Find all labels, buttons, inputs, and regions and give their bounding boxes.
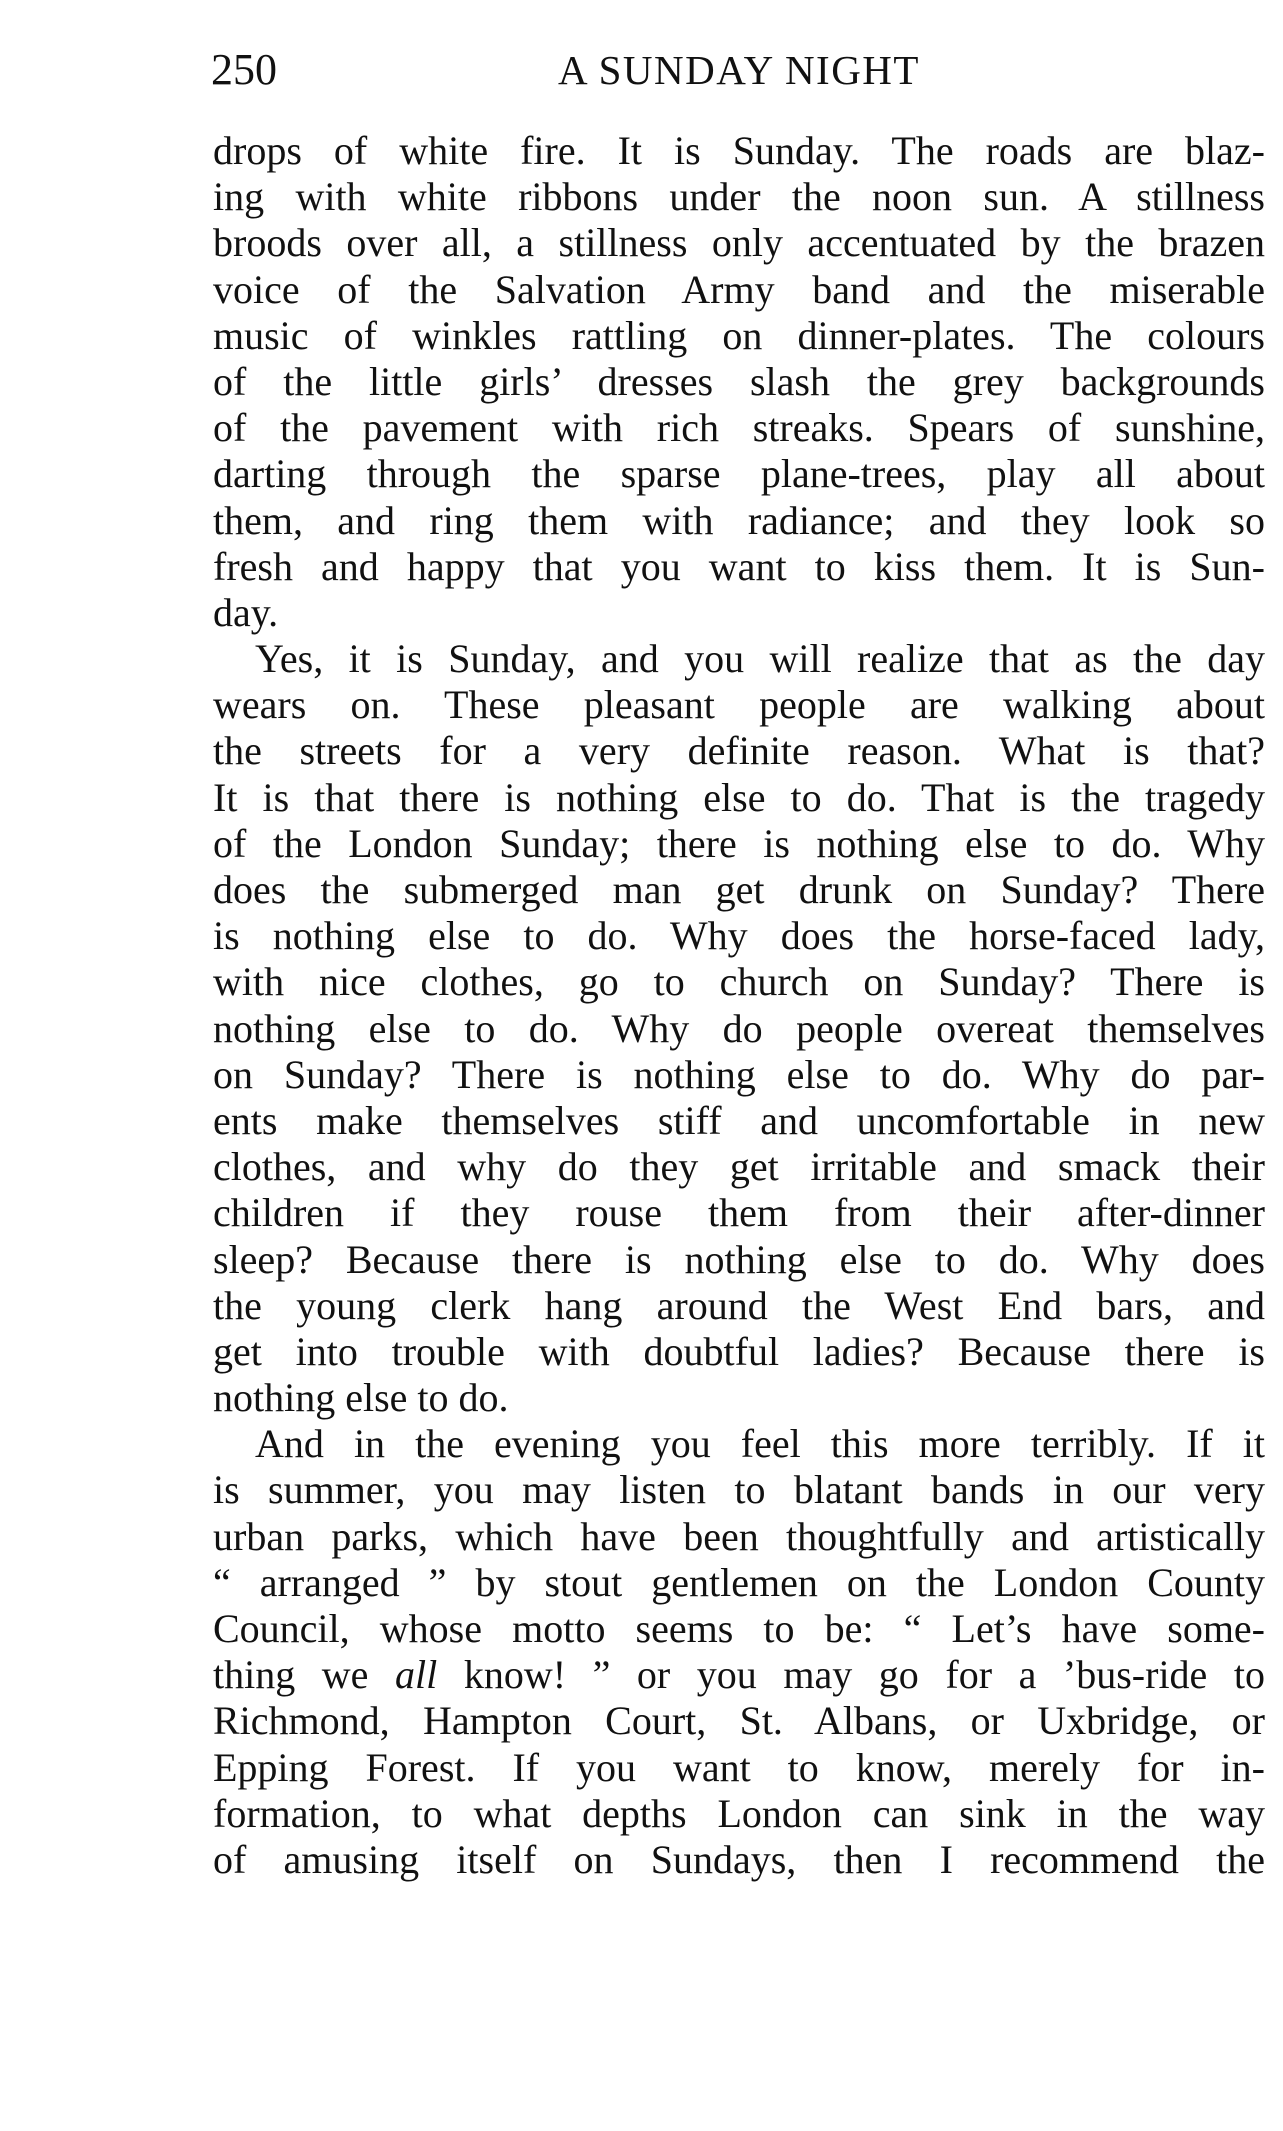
text-line: thing we all know! ” or you may go for a ’bus-ride to	[213, 1652, 1265, 1698]
running-head: A SUNDAY NIGHT	[558, 47, 920, 93]
text-line: the young clerk hang around the West End bars, and	[213, 1282, 1265, 1328]
text-line: drops of white fire. It is Sunday. The roads are blaz-	[213, 128, 1265, 173]
text-line: sleep? Because there is nothing else to do. Why does	[213, 1236, 1265, 1282]
text-line: day.	[213, 589, 279, 635]
text-line: the streets for a very definite reason. What is that?	[213, 728, 1265, 774]
text-line: Council, whose motto seems to be: “ Let’s have some-	[213, 1606, 1265, 1651]
text-line: voice of the Salvation Army band and the miserable	[213, 266, 1265, 312]
text-line: them, and ring them with radiance; and they look so	[213, 497, 1265, 543]
text-line: It is that there is nothing else to do. That is the tragedy	[213, 774, 1265, 820]
text-line: get into trouble with doubtful ladies? Because there is	[213, 1328, 1265, 1374]
text-line: clothes, and why do they get irritable and smack their	[213, 1144, 1265, 1190]
text-line: is summer, you may listen to blatant bands in our very	[213, 1467, 1265, 1513]
body-text	[213, 128, 1265, 1883]
text-line: ing with white ribbons under the noon sun. A stillness	[213, 174, 1265, 220]
text-line: formation, to what depths London can sink in the way	[213, 1790, 1265, 1836]
text-line: Epping Forest. If you want to know, merely for in-	[213, 1744, 1265, 1790]
text-line: “ arranged ” by stout gentlemen on the London County	[213, 1559, 1265, 1605]
text-line: nothing else to do. Why do people overeat themselves	[213, 1005, 1265, 1051]
text-line: children if they rouse them from their after-dinner	[213, 1190, 1265, 1236]
text-line: of the pavement with rich streaks. Spears of sunshine,	[213, 405, 1265, 451]
text-line: Richmond, Hampton Court, St. Albans, or Uxbridge, or	[213, 1698, 1265, 1744]
text-line: fresh and happy that you want to kiss them. It is Sun-	[213, 543, 1265, 589]
text-line: with nice clothes, go to church on Sunday? There is	[213, 959, 1265, 1005]
text-line: of amusing itself on Sundays, then I recommend the	[213, 1836, 1265, 1882]
text-line: urban parks, which have been thoughtfully and artistically	[213, 1513, 1265, 1559]
text-line: And in the evening you feel this more terribly. If it	[255, 1421, 1265, 1467]
text-line: Yes, it is Sunday, and you will realize that as the day	[255, 636, 1265, 682]
page-number: 250	[211, 45, 277, 94]
text-line: wears on. These pleasant people are walking about	[213, 682, 1265, 728]
text-line: nothing else to do.	[213, 1375, 509, 1421]
text-line: of the little girls’ dresses slash the grey backgrounds	[213, 358, 1265, 404]
text-line: of the London Sunday; there is nothing else to do. Why	[213, 820, 1265, 866]
text-line: broods over all, a stillness only accentuated by the brazen	[213, 220, 1265, 266]
text-line: does the submerged man get drunk on Sunday? There	[213, 867, 1265, 912]
text-line: ents make themselves stiff and uncomfortable in new	[213, 1097, 1265, 1143]
text-line: music of winkles rattling on dinner-plates. The colours	[213, 312, 1265, 358]
emphasis-all: all	[395, 1652, 438, 1698]
text-line: on Sunday? There is nothing else to do. Why do par-	[213, 1051, 1265, 1097]
page-header	[211, 40, 1267, 100]
text-line: darting through the sparse plane-trees, play all about	[213, 451, 1265, 497]
text-line: is nothing else to do. Why does the horse-faced lady,	[213, 913, 1265, 959]
